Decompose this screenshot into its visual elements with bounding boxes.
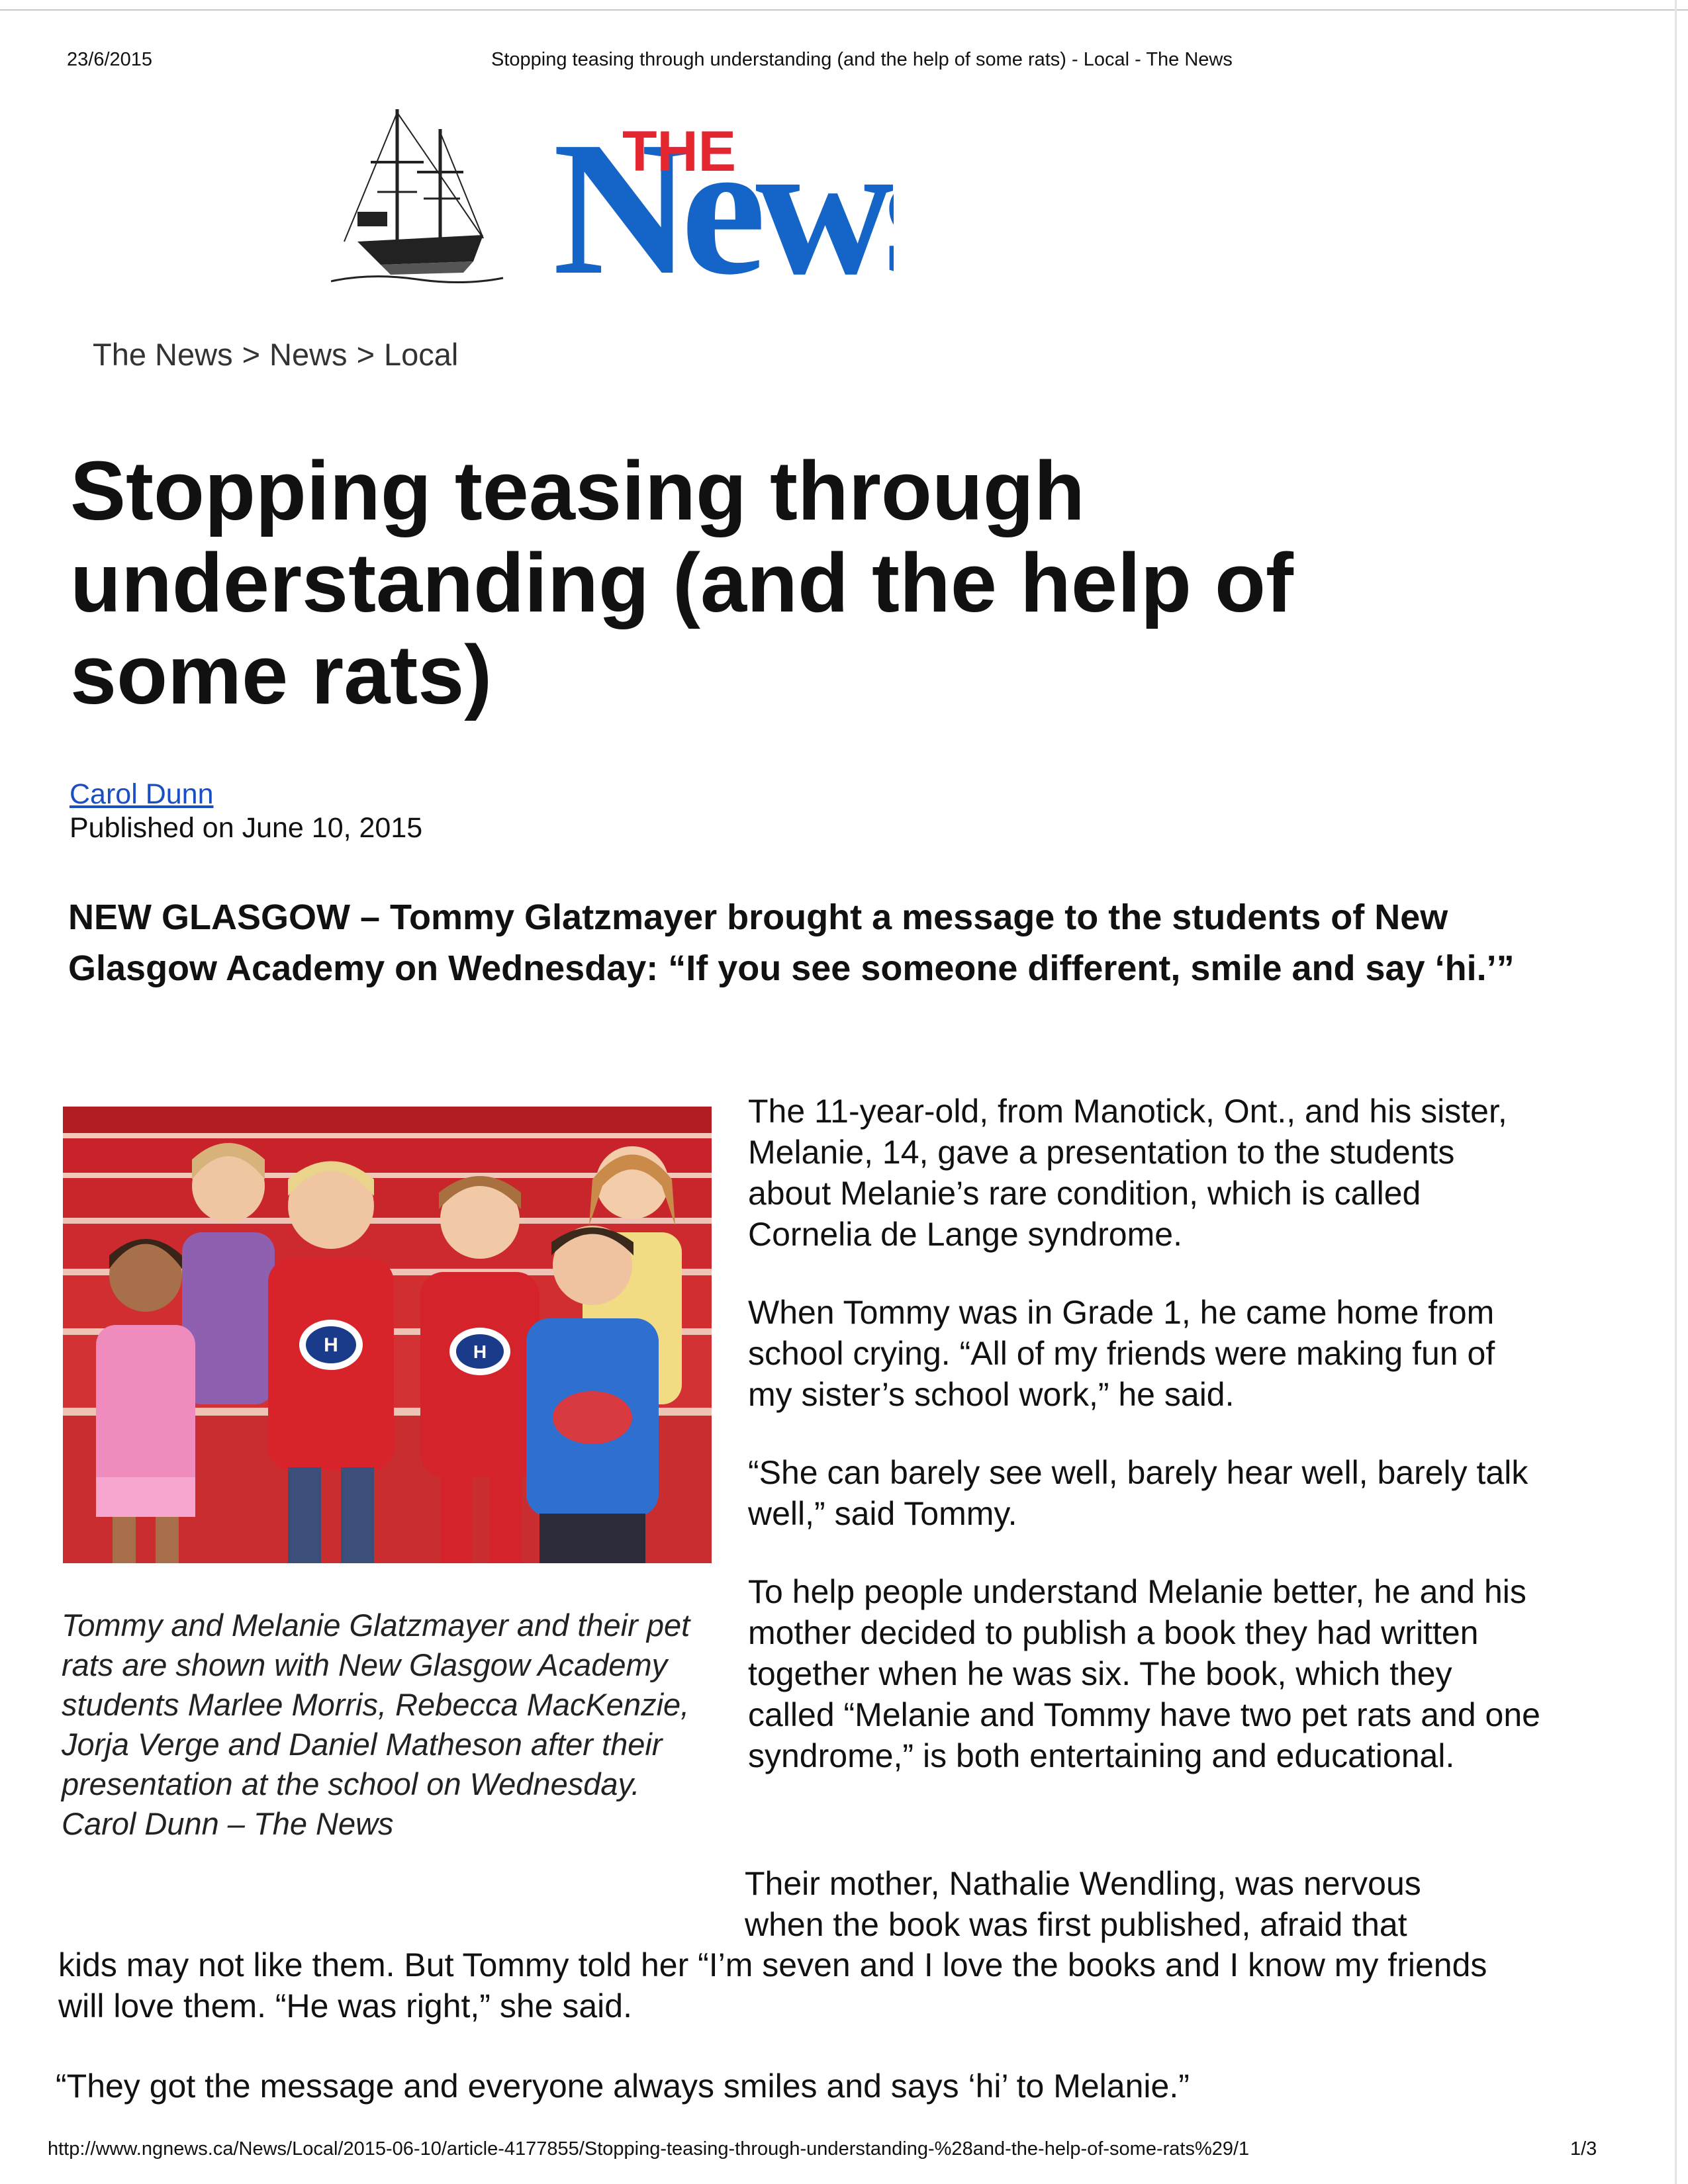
article-paragraph: “She can barely see well, barely hear well, barely talk well,” said Tommy.	[748, 1454, 1528, 1532]
print-url: http://www.ngnews.ca/News/Local/2015-06-10/article-4177855/Stopping-teasing-through-understanding-%28and-the-help-of-some-rats%29/1	[48, 2138, 1250, 2160]
breadcrumb-separator: >	[242, 337, 261, 372]
logo-word-news: New	[553, 102, 884, 291]
author-link[interactable]: Carol Dunn	[70, 778, 214, 810]
girl-purple-shirt	[182, 1143, 275, 1404]
article-body-right-column	[748, 1091, 1542, 1813]
article-lede: NEW GLASGOW – Tommy Glatzmayer brought a message to the students of New Glasgow Academy on Wednesday: “If you see someone different, smile and say ‘hi.’”	[68, 897, 1515, 988]
svg-text:H: H	[324, 1334, 338, 1356]
logo-word-the: THE	[622, 120, 736, 183]
sailing-ship-icon	[331, 109, 503, 283]
breadcrumb-local[interactable]: Local	[384, 337, 459, 372]
the-news-logo[interactable]	[331, 99, 894, 291]
print-page-number: 1/3	[1570, 2138, 1597, 2160]
svg-text:H: H	[473, 1342, 487, 1362]
published-date: Published on June 10, 2015	[70, 812, 423, 844]
breadcrumb-news[interactable]: News	[269, 337, 348, 372]
article-paragraph: The 11-year-old, from Manotick, Ont., and his sister, Melanie, 14, gave a presentation to the students about Melanie’s rare condition, which is called Cornelia de Lange syndrome.	[748, 1093, 1507, 1253]
photo-caption-block	[62, 1606, 724, 1844]
article-paragraph: “They got the message and everyone always smiles and says ‘hi’ to Melanie.”	[56, 2068, 1190, 2105]
breadcrumb-the-news[interactable]: The News	[93, 337, 233, 372]
print-date: 23/6/2015	[67, 49, 153, 70]
print-page-title: Stopping teasing through understanding (and the help of some rats) - Local - The News	[491, 49, 1233, 70]
article-paragraph-continued: kids may not like them. But Tommy told her “I’m seven and I love the books and I know my friends will love them. “He was right,” she said.	[58, 1946, 1487, 2025]
article-paragraph: Their mother, Nathalie Wendling, was nervous when the book was first published, afraid that	[745, 1865, 1421, 1943]
article-headline: Stopping teasing through understanding (and the help of some rats)	[70, 444, 1293, 721]
breadcrumb	[93, 336, 458, 373]
article-paragraph: When Tommy was in Grade 1, he came home from school crying. “All of my friends were making fun of my sister’s school work,” he said.	[748, 1294, 1495, 1413]
scan-top-rule	[0, 9, 1688, 11]
scan-right-edge	[1675, 0, 1677, 2184]
article-paragraph: To help people understand Melanie better, he and his mother decided to publish a book they had written together when he was six. The book, which they called “Melanie and Tommy have two pet rats and one syndrome,” is both entertaining and educational.	[748, 1573, 1540, 1774]
photo-credit: Carol Dunn – The News	[62, 1806, 394, 1841]
article-photo	[63, 1107, 712, 1563]
photo-caption: Tommy and Melanie Glatzmayer and their pet rats are shown with New Glasgow Academy students Marlee Morris, Rebecca MacKenzie, Jorja Verge and Daniel Matheson after their presentation at the school on Wednesday.	[62, 1608, 690, 1801]
breadcrumb-separator: >	[356, 337, 375, 372]
